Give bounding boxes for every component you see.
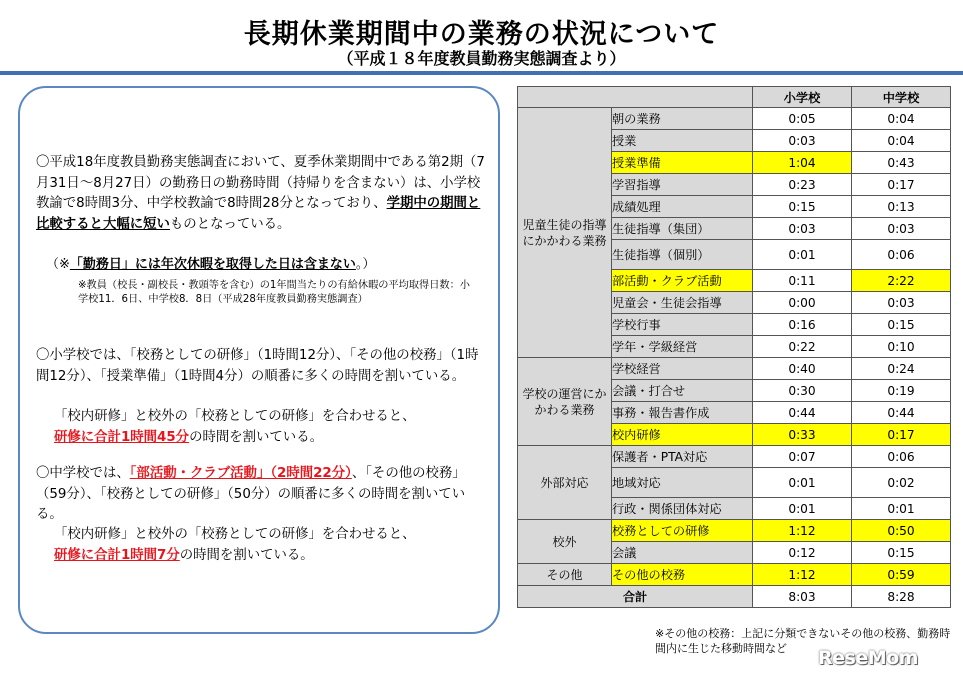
cell-junior-high: 2:22 (852, 270, 951, 292)
row-item: 会議 (612, 542, 753, 564)
category-school-operation: 学校の運営にかかわる業務 (518, 358, 612, 446)
cell-junior-high: 0:04 (852, 130, 951, 152)
row-item: 朝の業務 (612, 108, 753, 130)
total-label: 合計 (518, 586, 753, 608)
cell-elementary: 0:33 (753, 424, 852, 446)
cell-junior-high: 0:59 (852, 564, 951, 586)
cell-elementary: 1:04 (753, 152, 852, 174)
row-item: 学習指導 (612, 174, 753, 196)
emphasis-shorter: 学期中の期間と比較すると大幅に短い (36, 196, 481, 232)
row-item: 部活動・クラブ活動 (612, 270, 753, 292)
cell-elementary: 0:16 (753, 314, 852, 336)
row-item: 児童会・生徒会指導 (612, 292, 753, 314)
row-item: 生徒指導（集団） (612, 218, 753, 240)
row-item: 成績処理 (612, 196, 753, 218)
cell-junior-high: 0:10 (852, 336, 951, 358)
table-corner (518, 87, 753, 108)
cell-junior-high: 0:17 (852, 424, 951, 446)
cell-elementary: 0:01 (753, 498, 852, 520)
cell-junior-high: 0:01 (852, 498, 951, 520)
cell-junior-high: 0:13 (852, 196, 951, 218)
cell-elementary: 1:12 (753, 564, 852, 586)
cell-elementary: 0:01 (753, 240, 852, 270)
row-item: 学校経営 (612, 358, 753, 380)
paragraph-survey-summary: 〇平成18年度教員勤務実態調査において、夏季休業期間中である第2期（7月31日～8月27日）の勤務日の勤務時間（持帰りを含まない）は、小学校教諭で8時間3分、中学校教諭で8時間28分となっており、学期中の期間と比較すると大幅に短いものとなっている。 (36, 155, 485, 232)
cell-elementary: 0:11 (753, 270, 852, 292)
emphasis-workday: 「勤務日」には年次休暇を取得した日は含まない (69, 257, 356, 272)
cell-junior-high: 0:15 (852, 542, 951, 564)
paragraph-leave-note: （※「勤務日」には年次休暇を取得した日は含まない。） (46, 257, 376, 272)
emphasis-club-activities: 「部活動・クラブ活動」（2時間22分） (129, 466, 352, 481)
cell-elementary: 0:30 (753, 380, 852, 402)
row-item: 校務としての研修 (612, 520, 753, 542)
row-item: その他の校務 (612, 564, 753, 586)
cell-junior-high: 0:06 (852, 446, 951, 468)
cell-elementary: 0:07 (753, 446, 852, 468)
total-elementary: 8:03 (753, 586, 852, 608)
cell-elementary: 0:40 (753, 358, 852, 380)
page-title: 長期休業期間中の業務の状況について (243, 19, 720, 50)
row-item: 学校行事 (612, 314, 753, 336)
row-item: 会議・打合せ (612, 380, 753, 402)
cell-junior-high: 0:24 (852, 358, 951, 380)
category-student-guidance: 児童生徒の指導にかかわる業務 (518, 108, 612, 358)
paragraph-elementary-training: 「校内研修」と校外の「校務としての研修」を合わせると、 研修に合計1時間45分の時間を割いている。 (54, 409, 416, 445)
emphasis-elem-training-total: 研修に合計1時間45分 (54, 429, 190, 445)
row-item: 行政・関係団体対応 (612, 498, 753, 520)
cell-elementary: 0:22 (753, 336, 852, 358)
cell-elementary: 0:23 (753, 174, 852, 196)
paragraph-junior-high: 〇中学校では、「部活動・クラブ活動」（2時間22分）、「その他の校務」（59分）、「校務としての研修」（50分）の順番に多くの時間を割いている。 (36, 466, 466, 522)
cell-junior-high: 0:50 (852, 520, 951, 542)
cell-elementary: 0:03 (753, 130, 852, 152)
cell-elementary: 0:12 (753, 542, 852, 564)
row-item: 校内研修 (612, 424, 753, 446)
cell-elementary: 0:05 (753, 108, 852, 130)
cell-junior-high: 0:03 (852, 218, 951, 240)
row-item: 保護者・PTA対応 (612, 446, 753, 468)
row-item: 授業準備 (612, 152, 753, 174)
cell-elementary: 0:00 (753, 292, 852, 314)
column-header-elementary: 小学校 (753, 87, 852, 108)
paragraph-junior-training: 「校内研修」と校外の「校務としての研修」を合わせると、 研修に合計1時間7分の時間を割いている。 (54, 527, 416, 563)
cell-elementary: 0:03 (753, 218, 852, 240)
cell-junior-high: 0:02 (852, 468, 951, 498)
paragraph-elementary: 〇小学校では、「校務としての研修」（1時間12分）、「その他の校務」（1時間12分）、「授業準備」（1時間4分）の順番に多くの時間を割いている。 (36, 348, 479, 384)
emphasis-junior-training-total: 研修に合計1時間7分 (54, 547, 180, 563)
column-header-junior-high: 中学校 (852, 87, 951, 108)
cell-junior-high: 0:15 (852, 314, 951, 336)
title-divider (0, 71, 963, 75)
cell-junior-high: 0:03 (852, 292, 951, 314)
cell-elementary: 1:12 (753, 520, 852, 542)
table-footnote: ※その他の校務：上記に分類できないその他の校務、勤務時間内に生じた移動時間など (655, 627, 951, 655)
cell-junior-high: 0:04 (852, 108, 951, 130)
cell-elementary: 0:44 (753, 402, 852, 424)
work-time-table (517, 86, 951, 608)
paragraph-paid-leave-note: ※教員（校長・副校長・教頭等を含む）の1年間当たりの有給休暇の平均取得日数：小学校11．6日、中学校8．8日（平成28年度教員勤務実態調査） (78, 280, 470, 305)
row-item: 授業 (612, 130, 753, 152)
cell-junior-high: 0:19 (852, 380, 951, 402)
cell-junior-high: 0:43 (852, 152, 951, 174)
cell-junior-high: 0:44 (852, 402, 951, 424)
resemom-logo: ReseMom (818, 647, 918, 669)
row-item: 生徒指導（個別） (612, 240, 753, 270)
cell-junior-high: 0:06 (852, 240, 951, 270)
row-item: 学年・学級経営 (612, 336, 753, 358)
page-subtitle: （平成１８年度教員勤務実態調査より） (337, 49, 626, 68)
category-off-campus: 校外 (518, 520, 612, 564)
cell-junior-high: 0:17 (852, 174, 951, 196)
category-external: 外部対応 (518, 446, 612, 520)
total-junior-high: 8:28 (852, 586, 951, 608)
row-item: 地域対応 (612, 468, 753, 498)
cell-elementary: 0:01 (753, 468, 852, 498)
cell-elementary: 0:15 (753, 196, 852, 218)
row-item: 事務・報告書作成 (612, 402, 753, 424)
category-other: その他 (518, 564, 612, 586)
